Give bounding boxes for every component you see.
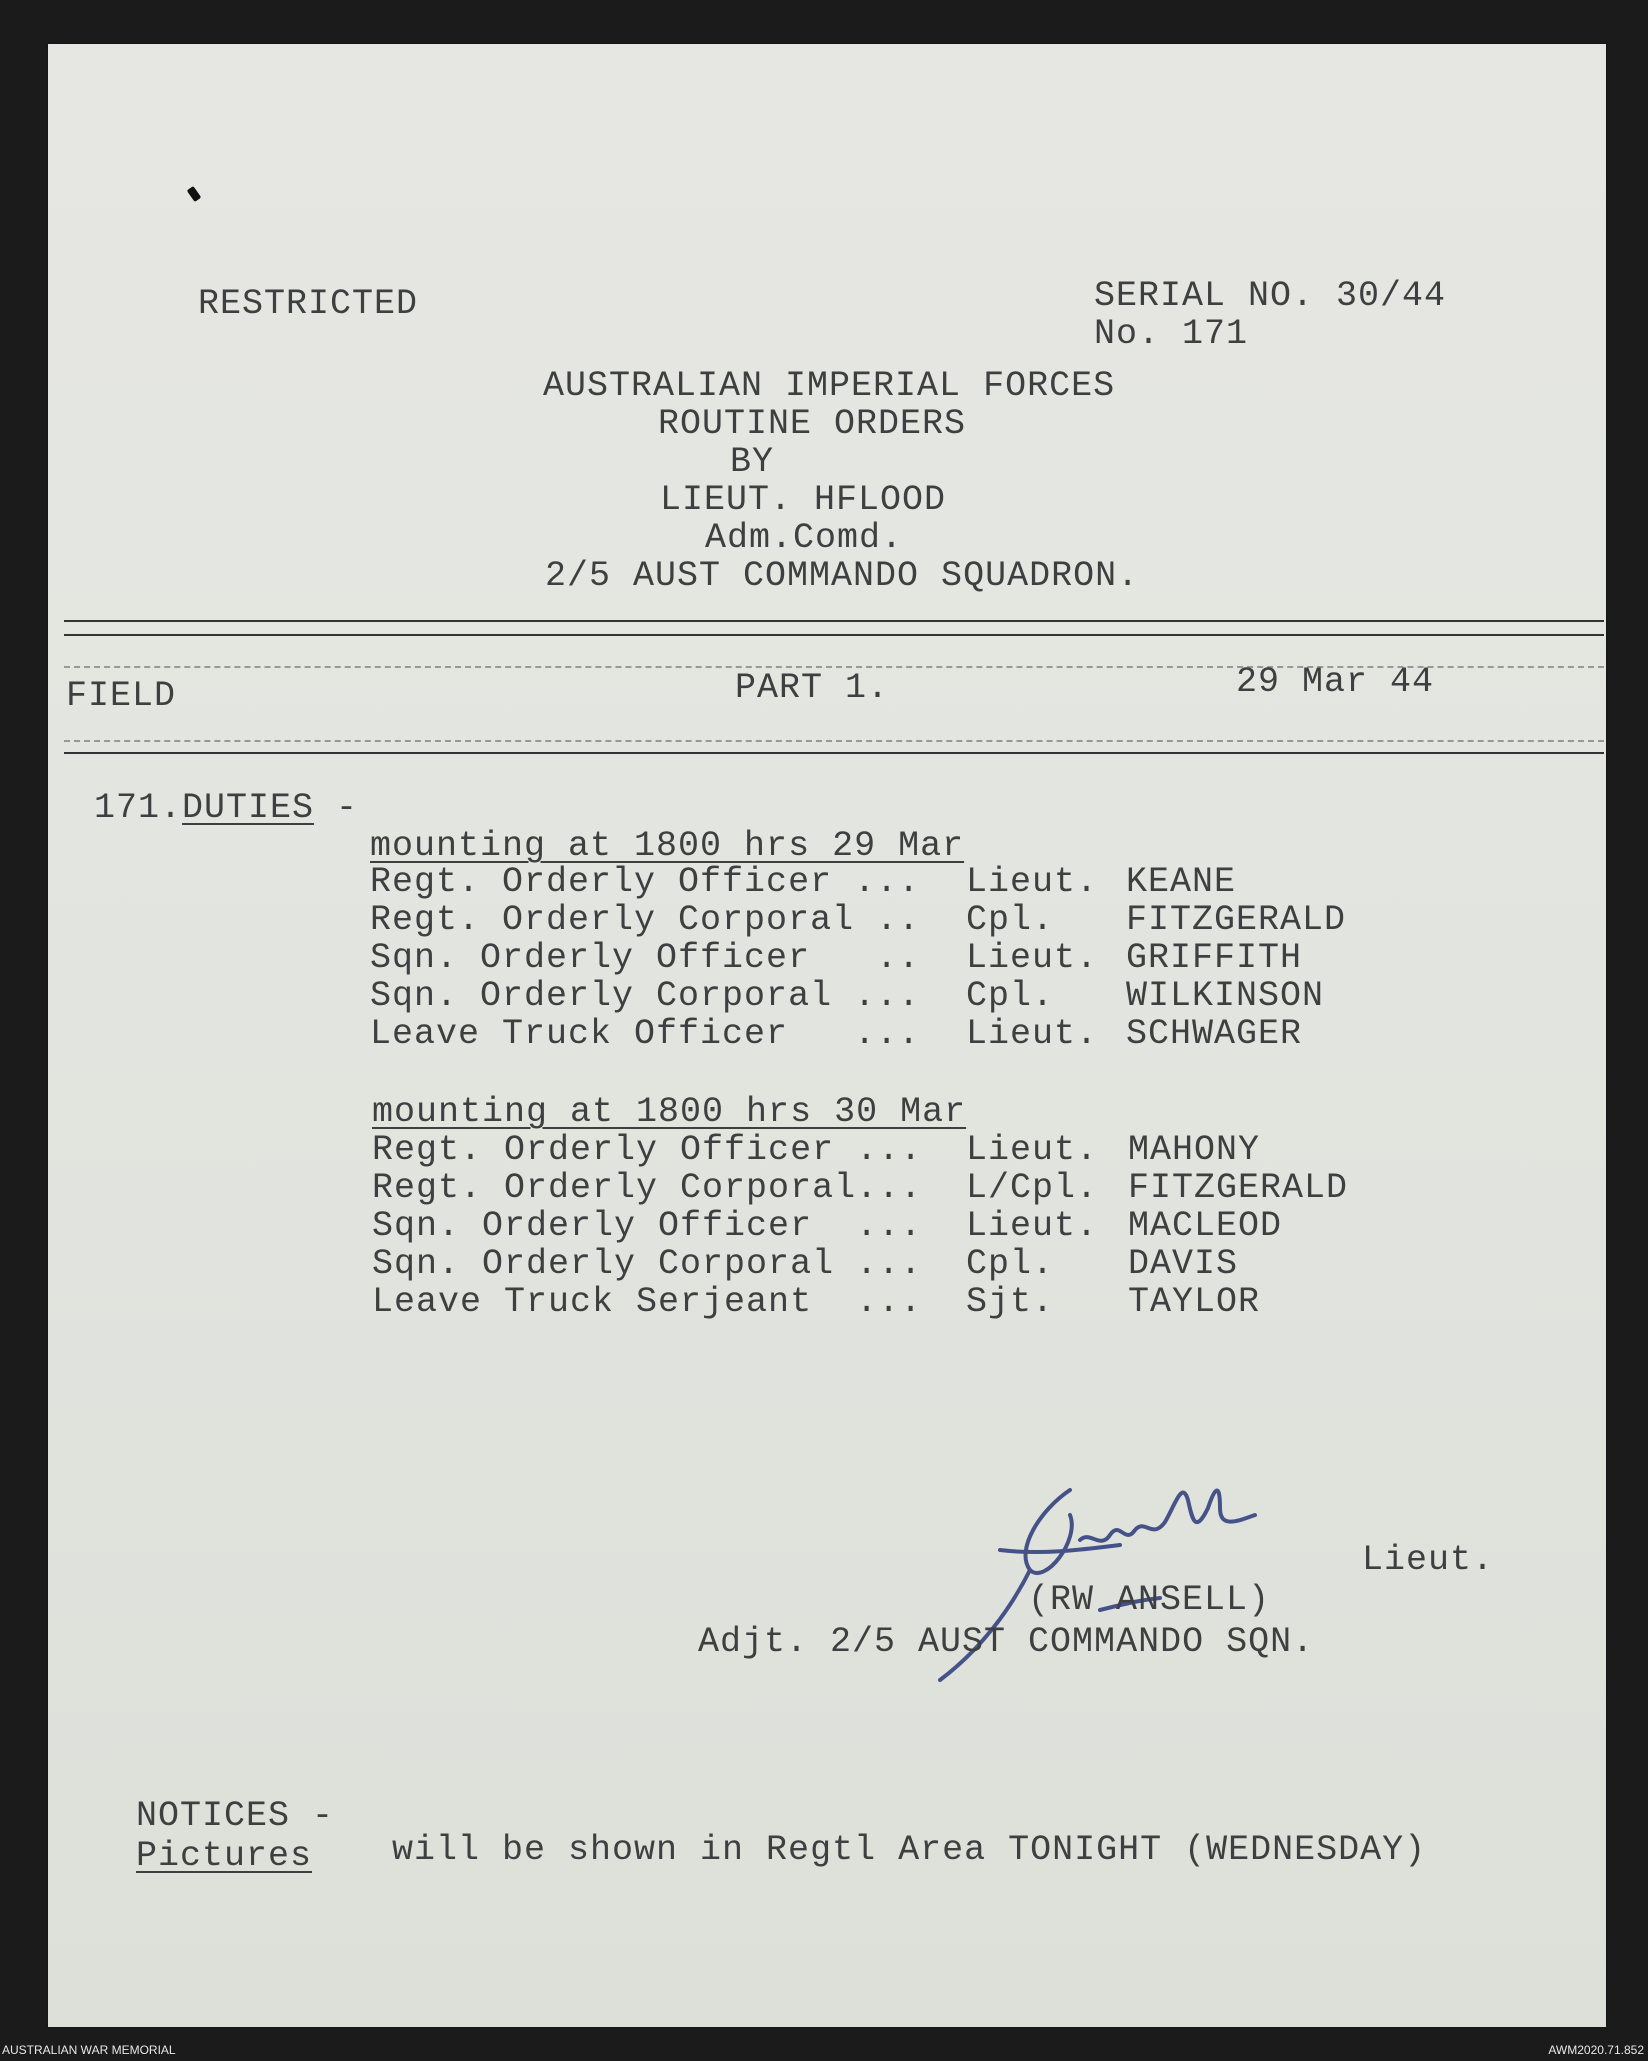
rank-2-2: L/Cpl. <box>966 1168 1099 1208</box>
duty-2-3: Sqn. Orderly Officer ... <box>372 1206 923 1246</box>
duty-1-1: Regt. Orderly Officer ... <box>370 862 921 902</box>
bottom-rule <box>64 752 1604 754</box>
rank-2-3: Lieut. <box>966 1206 1099 1246</box>
rank-2-4: Cpl. <box>966 1244 1055 1284</box>
serial-number: SERIAL NO. 30/44 <box>1094 276 1447 316</box>
rank-1-1: Lieut. <box>966 862 1099 902</box>
name-1-5: SCHWAGER <box>1126 1014 1303 1054</box>
part-label: PART 1. <box>735 668 890 708</box>
name-2-3: MACLEOD <box>1128 1206 1283 1246</box>
block-1-heading: mounting at 1800 hrs 29 Mar <box>370 826 965 866</box>
bottom-rule-dashed <box>64 740 1604 742</box>
signatory-name: (RW ANSELL) <box>1028 1580 1271 1620</box>
duty-2-1: Regt. Orderly Officer ... <box>372 1130 923 1170</box>
rank-1-2: Cpl. <box>966 900 1055 940</box>
order-date: 29 Mar 44 <box>1236 662 1435 702</box>
duty-1-3: Sqn. Orderly Officer .. <box>370 938 921 978</box>
duty-1-5: Leave Truck Officer ... <box>370 1014 921 1054</box>
duty-2-5: Leave Truck Serjeant ... <box>372 1282 923 1322</box>
name-2-4: DAVIS <box>1128 1244 1239 1284</box>
duties-dash: - <box>314 788 359 828</box>
order-number: No. 171 <box>1094 314 1249 354</box>
name-2-5: TAYLOR <box>1128 1282 1261 1322</box>
duty-2-4: Sqn. Orderly Corporal ... <box>372 1244 923 1284</box>
top-rule <box>64 620 1604 622</box>
title-line-6: 2/5 AUST COMMANDO SQUADRON. <box>545 556 1140 596</box>
title-line-2: ROUTINE ORDERS <box>658 404 967 444</box>
title-line-3: BY <box>730 442 775 482</box>
duties-heading <box>94 788 358 828</box>
notices-heading: NOTICES - <box>136 1796 335 1836</box>
footer-reference: AWM2020.71.852 <box>1548 2043 1644 2057</box>
title-line-4: LIEUT. HFLOOD <box>660 480 947 520</box>
location: FIELD <box>66 676 177 716</box>
classification: RESTRICTED <box>198 284 419 324</box>
block-2-heading: mounting at 1800 hrs 30 Mar <box>372 1092 967 1132</box>
name-1-2: FITZGERALD <box>1126 900 1347 940</box>
signatory-appointment: Adjt. 2/5 AUST COMMANDO SQN. <box>698 1622 1315 1662</box>
duties-title: DUTIES <box>182 788 315 828</box>
rank-2-5: Sjt. <box>966 1282 1055 1322</box>
name-1-3: GRIFFITH <box>1126 938 1303 978</box>
duty-1-4: Sqn. Orderly Corporal ... <box>370 976 921 1016</box>
duty-2-2: Regt. Orderly Corporal... <box>372 1168 923 1208</box>
rank-1-5: Lieut. <box>966 1014 1099 1054</box>
duty-1-2: Regt. Orderly Corporal .. <box>370 900 921 940</box>
name-1-4: WILKINSON <box>1126 976 1325 1016</box>
name-1-1: KEANE <box>1126 862 1237 902</box>
notice-subject: Pictures <box>136 1836 313 1876</box>
name-2-1: MAHONY <box>1128 1130 1261 1170</box>
rank-2-1: Lieut. <box>966 1130 1099 1170</box>
name-2-2: FITZGERALD <box>1128 1168 1349 1208</box>
rank-1-3: Lieut. <box>966 938 1099 978</box>
footer-institution: AUSTRALIAN WAR MEMORIAL <box>2 2043 176 2057</box>
title-line-1: AUSTRALIAN IMPERIAL FORCES <box>543 366 1116 406</box>
rank-1-4: Cpl. <box>966 976 1055 1016</box>
title-line-5: Adm.Comd. <box>705 518 904 558</box>
duties-number: 171. <box>94 788 183 828</box>
signatory-rank: Lieut. <box>1362 1540 1495 1580</box>
notice-text: will be shown in Regtl Area TONIGHT (WEDNESDAY) <box>392 1830 1427 1870</box>
top-rule-2 <box>64 634 1604 636</box>
